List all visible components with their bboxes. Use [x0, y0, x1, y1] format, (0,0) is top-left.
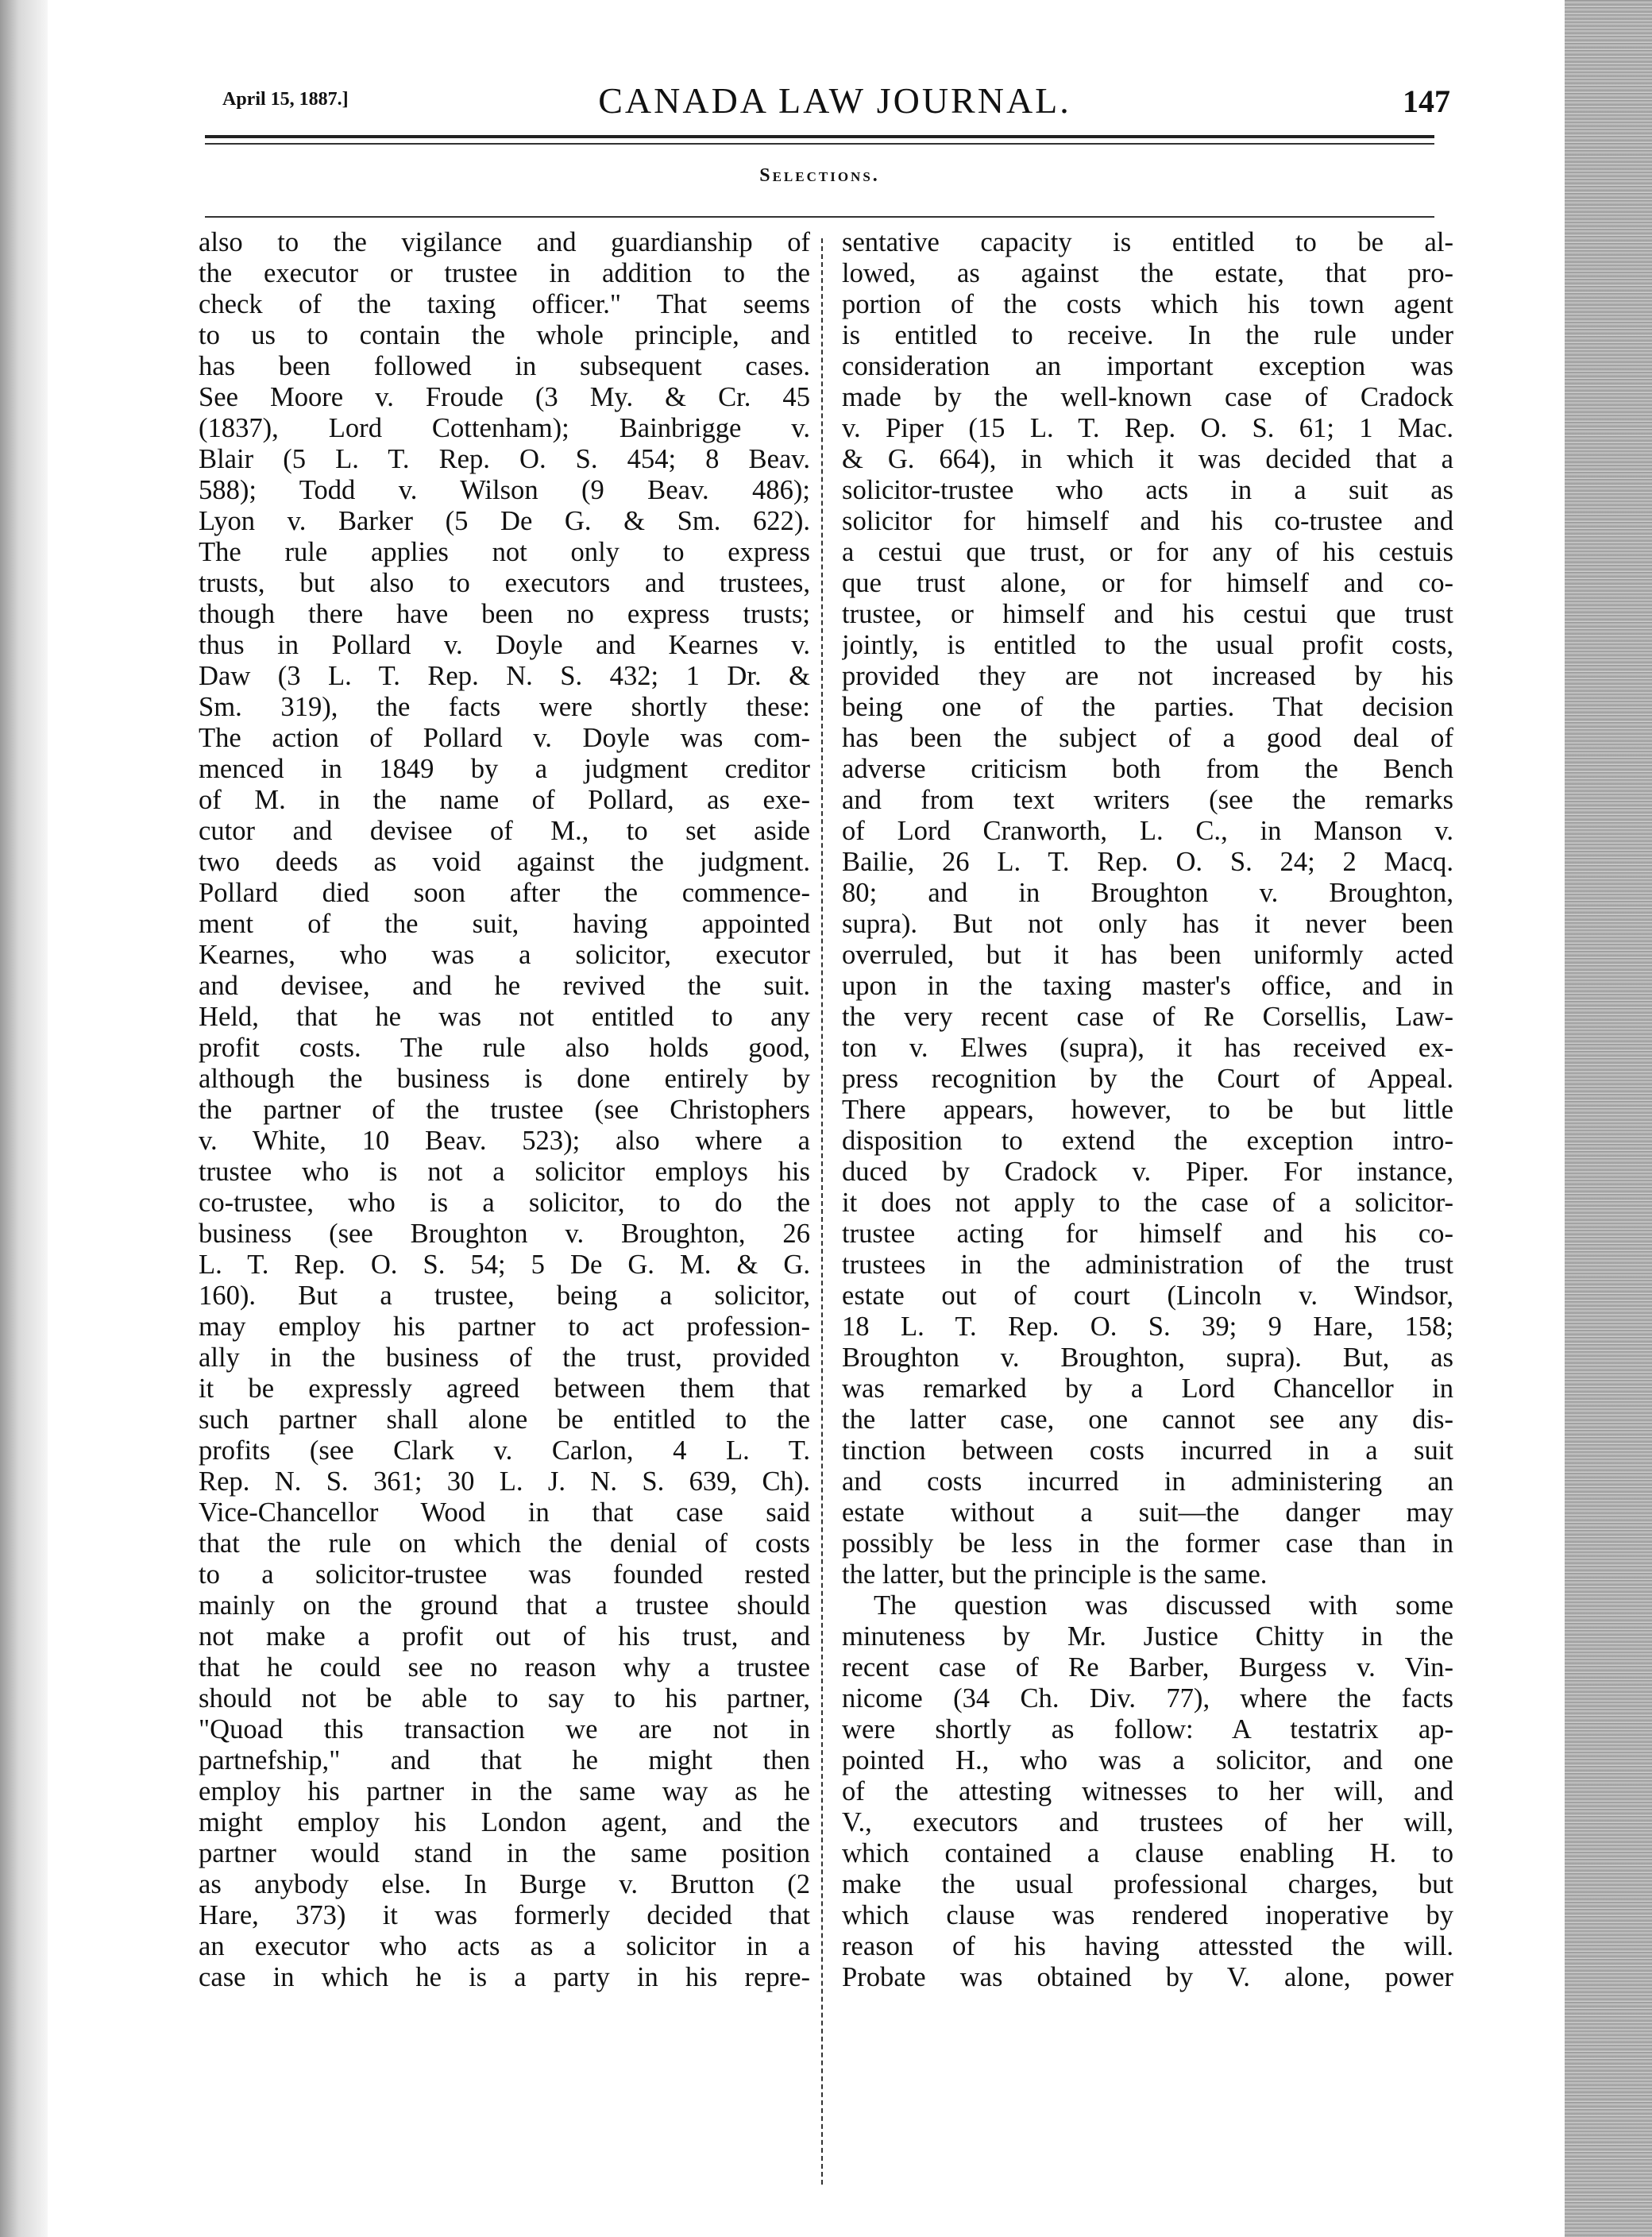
text-line: to a solicitor-trustee was founded rested — [199, 1559, 810, 1590]
text-line: make the usual professional charges, but — [842, 1869, 1453, 1899]
text-line: such partner shall alone be entitled to the — [199, 1404, 810, 1435]
text-line: reason of his having attessted the will. — [842, 1931, 1453, 1961]
text-line: 80; and in Broughton v. Broughton, — [842, 878, 1453, 908]
text-line: it be expressly agreed between them that — [199, 1373, 810, 1404]
section-rule — [205, 216, 1434, 218]
text-line: being one of the parties. That decision — [842, 692, 1453, 722]
text-line: the partner of the trustee (see Christophers — [199, 1095, 810, 1125]
text-line: to us to contain the whole principle, and — [199, 320, 810, 350]
text-line: partner would stand in the same position — [199, 1838, 810, 1868]
text-line: case in which he is a party in his repre- — [199, 1962, 810, 1992]
text-line: Rep. N. S. 361; 30 L. J. N. S. 639, Ch). — [199, 1466, 810, 1497]
text-line: provided they are not increased by his — [842, 661, 1453, 691]
text-line: Vice-Chancellor Wood in that case said — [199, 1497, 810, 1528]
text-line: The question was discussed with some — [874, 1590, 1453, 1621]
text-line: overruled, but it has been uniformly acted — [842, 940, 1453, 970]
text-line: possibly be less in the former case than in — [842, 1528, 1453, 1559]
text-line: that he could see no reason why a trustee — [199, 1652, 810, 1683]
text-line: has been the subject of a good deal of — [842, 723, 1453, 753]
text-line: profits (see Clark v. Carlon, 4 L. T. — [199, 1435, 810, 1466]
text-line: two deeds as void against the judgment. — [199, 847, 810, 877]
text-line: (1837), Lord Cottenham); Bainbrigge v. — [199, 413, 810, 443]
text-line: recent case of Re Barber, Burgess v. Vin- — [842, 1652, 1453, 1683]
text-line: is entitled to receive. In the rule under — [842, 320, 1453, 350]
text-line: estate out of court (Lincoln v. Windsor, — [842, 1281, 1453, 1311]
text-line: Lyon v. Barker (5 De G. & Sm. 622). — [199, 506, 810, 536]
text-line: The action of Pollard v. Doyle was com- — [199, 723, 810, 753]
text-line: & G. 664), in which it was decided that a — [842, 444, 1453, 474]
text-line: 18 L. T. Rep. O. S. 39; 9 Hare, 158; — [842, 1312, 1453, 1342]
text-line: not make a profit out of his trust, and — [199, 1621, 810, 1652]
text-line: pointed H., who was a solicitor, and one — [842, 1745, 1453, 1775]
text-line: v. Piper (15 L. T. Rep. O. S. 61; 1 Mac. — [842, 413, 1453, 443]
text-line: it does not apply to the case of a solicitor- — [842, 1188, 1453, 1218]
text-line: as anybody else. In Burge v. Brutton (2 — [199, 1869, 810, 1899]
text-line: nicome (34 Ch. Div. 77), where the facts — [842, 1683, 1453, 1713]
text-column-left — [199, 227, 810, 2189]
text-line: 588); Todd v. Wilson (9 Beav. 486); — [199, 475, 810, 505]
text-line: should not be able to say to his partner, — [199, 1683, 810, 1713]
text-line: an executor who acts as a solicitor in a — [199, 1931, 810, 1961]
text-line: menced in 1849 by a judgment creditor — [199, 754, 810, 784]
text-line: jointly, is entitled to the usual profit costs, — [842, 630, 1453, 660]
running-head — [219, 79, 1450, 127]
text-line: business (see Broughton v. Broughton, 26 — [199, 1219, 810, 1249]
text-line: upon in the taxing master's office, and in — [842, 971, 1453, 1001]
text-line: ally in the business of the trust, provided — [199, 1343, 810, 1373]
text-line: Pollard died soon after the commence- — [199, 878, 810, 908]
text-line: of Lord Cranworth, L. C., in Manson v. — [842, 816, 1453, 846]
text-line: Blair (5 L. T. Rep. O. S. 454; 8 Beav. — [199, 444, 810, 474]
text-line: cutor and devisee of M., to set aside — [199, 816, 810, 846]
text-line: There appears, however, to be but little — [842, 1095, 1453, 1125]
text-line: check of the taxing officer." That seems — [199, 289, 810, 319]
text-line: the latter case, one cannot see any dis- — [842, 1404, 1453, 1435]
text-line: 160). But a trustee, being a solicitor, — [199, 1281, 810, 1311]
text-line: Bailie, 26 L. T. Rep. O. S. 24; 2 Macq. — [842, 847, 1453, 877]
text-line: trusts, but also to executors and trustees, — [199, 568, 810, 598]
text-line: the executor or trustee in addition to the — [199, 258, 810, 288]
text-line: Broughton v. Broughton, supra). But, as — [842, 1343, 1453, 1373]
issue-date: April 15, 1887.] — [222, 89, 349, 110]
text-line: were shortly as follow: A testatrix ap- — [842, 1714, 1453, 1744]
text-line: profit costs. The rule also holds good, — [199, 1033, 810, 1063]
text-line: and from text writers (see the remarks — [842, 785, 1453, 815]
text-column-right — [842, 227, 1453, 2189]
text-line: Probate was obtained by V. alone, power — [842, 1962, 1453, 1992]
text-line: minuteness by Mr. Justice Chitty in the — [842, 1621, 1453, 1652]
text-line: made by the well-known case of Cradock — [842, 382, 1453, 412]
text-line: The rule applies not only to express — [199, 537, 810, 567]
text-line: a cestui que trust, or for any of his cestuis — [842, 537, 1453, 567]
text-line: disposition to extend the exception intro- — [842, 1126, 1453, 1156]
text-line: ment of the suit, having appointed — [199, 909, 810, 939]
text-line: Kearnes, who was a solicitor, executor — [199, 940, 810, 970]
text-line: duced by Cradock v. Piper. For instance, — [842, 1157, 1453, 1187]
text-line: partnefship," and that he might then — [199, 1745, 810, 1775]
text-line: the very recent case of Re Corsellis, Law- — [842, 1002, 1453, 1032]
text-line: "Quoad this transaction we are not in — [199, 1714, 810, 1744]
text-line: consideration an important exception was — [842, 351, 1453, 381]
text-line: See Moore v. Froude (3 My. & Cr. 45 — [199, 382, 810, 412]
text-line: solicitor for himself and his co-trustee and — [842, 506, 1453, 536]
text-line: sentative capacity is entitled to be al- — [842, 227, 1453, 257]
text-line: has been followed in subsequent cases. — [199, 351, 810, 381]
text-line: press recognition by the Court of Appeal. — [842, 1064, 1453, 1094]
header-rule-thick — [205, 135, 1434, 138]
text-line: also to the vigilance and guardianship of — [199, 227, 810, 257]
text-line: may employ his partner to act profession- — [199, 1312, 810, 1342]
column-divider — [821, 238, 823, 2185]
text-line: v. White, 10 Beav. 523); also where a — [199, 1126, 810, 1156]
text-line: solicitor-trustee who acts in a suit as — [842, 475, 1453, 505]
text-line: which contained a clause enabling H. to — [842, 1838, 1453, 1868]
text-line: the latter, but the principle is the same. — [842, 1559, 1268, 1590]
journal-title: CANADA LAW JOURNAL. — [598, 80, 1071, 121]
text-line: trustee acting for himself and his co- — [842, 1219, 1453, 1249]
text-line: que trust alone, or for himself and co- — [842, 568, 1453, 598]
text-line: Sm. 319), the facts were shortly these: — [199, 692, 810, 722]
text-line: of M. in the name of Pollard, as exe- — [199, 785, 810, 815]
text-line: though there have been no express trusts; — [199, 599, 810, 629]
text-line: that the rule on which the denial of costs — [199, 1528, 810, 1559]
text-line: adverse criticism both from the Bench — [842, 754, 1453, 784]
text-line: L. T. Rep. O. S. 54; 5 De G. M. & G. — [199, 1250, 810, 1280]
header-rule-thin — [205, 143, 1434, 145]
scanned-page-left-edge — [0, 0, 48, 2237]
text-line: estate without a suit—the danger may — [842, 1497, 1453, 1528]
text-line: of the attesting witnesses to her will, and — [842, 1776, 1453, 1806]
section-heading: Selections. — [759, 165, 880, 186]
text-line: V., executors and trustees of her will, — [842, 1807, 1453, 1837]
text-line: Held, that he was not entitled to any — [199, 1002, 810, 1032]
text-line: was remarked by a Lord Chancellor in — [842, 1373, 1453, 1404]
text-line: might employ his London agent, and the — [199, 1807, 810, 1837]
text-line: Hare, 373) it was formerly decided that — [199, 1900, 810, 1930]
text-line: trustee, or himself and his cestui que trust — [842, 599, 1453, 629]
text-line: co-trustee, who is a solicitor, to do the — [199, 1188, 810, 1218]
text-line: trustee who is not a solicitor employs his — [199, 1157, 810, 1187]
text-line: although the business is done entirely by — [199, 1064, 810, 1094]
text-line: ton v. Elwes (supra), it has received ex- — [842, 1033, 1453, 1063]
text-line: thus in Pollard v. Doyle and Kearnes v. — [199, 630, 810, 660]
scanned-page-right-edge — [1565, 0, 1652, 2237]
page-number: 147 — [1403, 83, 1450, 119]
text-line: and costs incurred in administering an — [842, 1466, 1453, 1497]
text-line: portion of the costs which his town agent — [842, 289, 1453, 319]
text-line: supra). But not only has it never been — [842, 909, 1453, 939]
text-line: employ his partner in the same way as he — [199, 1776, 810, 1806]
text-line: which clause was rendered inoperative by — [842, 1900, 1453, 1930]
text-line: trustees in the administration of the trust — [842, 1250, 1453, 1280]
text-line: and devisee, and he revived the suit. — [199, 971, 810, 1001]
text-line: lowed, as against the estate, that pro- — [842, 258, 1453, 288]
text-line: tinction between costs incurred in a suit — [842, 1435, 1453, 1466]
text-line: mainly on the ground that a trustee should — [199, 1590, 810, 1621]
text-line: Daw (3 L. T. Rep. N. S. 432; 1 Dr. & — [199, 661, 810, 691]
